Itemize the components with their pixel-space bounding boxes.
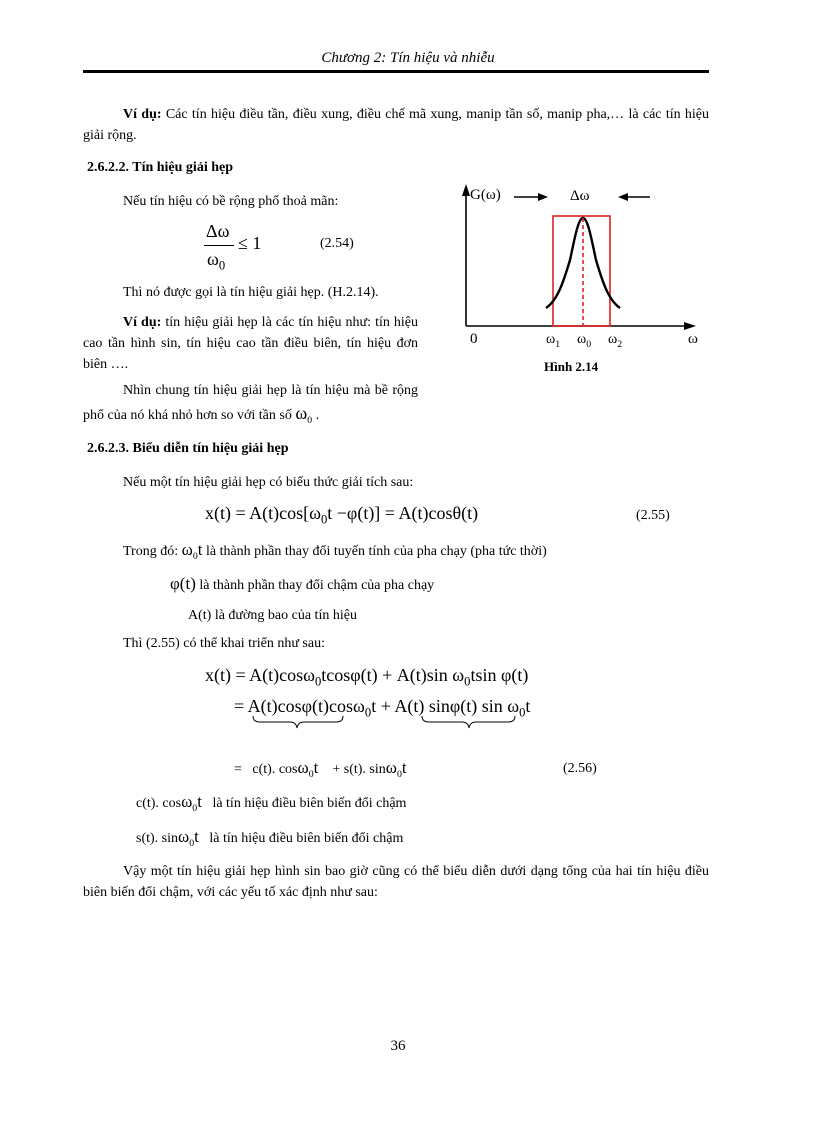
figure-w1-label: $\omega_1$ xyxy=(546,332,561,350)
figure-caption: Hình 2.14 xyxy=(544,359,599,374)
narrowband-definition: Thì nó được gọi là tín hiệu giải hẹp. (H.2.14). xyxy=(123,285,379,300)
eq-2-56-tag: (2.56) xyxy=(563,761,597,776)
bandwidth-rectangle xyxy=(553,216,610,326)
eq-2-54-relation: ≤ 1 xyxy=(238,233,262,253)
heading-narrowband-representation: 2.6.2.3. Biểu diễn tín hiệu giải hẹp xyxy=(87,441,289,456)
eq-2-55: $x(t) = A(t)\cos[\omega_0t -\varphi(t)] = A(t)\cos\theta(t)$ xyxy=(205,503,479,527)
expansion-intro: Thì (2.55) có thể khai triển như sau: xyxy=(123,636,325,651)
delta-left-arrowhead xyxy=(538,193,548,201)
ct-definition: c(t). cosω$_0$t là tín hiệu điều biên biến đổi chậm xyxy=(136,792,407,814)
eq-2-54-tag: (2.54) xyxy=(320,236,354,251)
figure-w2-label: $\omega_2$ xyxy=(608,332,623,350)
header-rule xyxy=(83,70,709,73)
eq-2-54-numerator: Δω xyxy=(206,221,230,241)
eq-2-56-line-1: x(t) = A(t)cosω$_0$tcosφ(t) + A(t)sin $\omega_0tsin$ φ(t) xyxy=(205,665,529,689)
eq-2-56-line-3: = c(t). cosω$_0$t + s(t). sinω$_0$t xyxy=(234,758,407,780)
figure-w0-label: $\omega_0$ xyxy=(577,332,592,350)
analytic-expression-intro: Nếu một tín hiệu giải hẹp có biểu thức giải tích sau: xyxy=(123,475,414,490)
figure-x-label: ω xyxy=(688,331,698,347)
page-header: Chương 2: Tín hiệu và nhiễu xyxy=(321,50,495,66)
narrowband-summary: Nhìn chung tín hiệu giải hẹp là tín hiệu mà bề rộng phổ của nó khá nhỏ hơn so với tần số $\omega_0$ . xyxy=(83,383,418,426)
figure-y-label: G(ω) xyxy=(470,187,501,203)
figure-delta-label: Δω xyxy=(570,188,590,204)
example-narrowband: Ví dụ: tín hiệu giải hẹp là các tín hiệu như: tín hiệu cao tần hình sin, tín hiệu cao tần điều biên, tín hiệu đơn biên …. xyxy=(83,315,419,372)
eq-2-54-denominator: $\omega_0$ xyxy=(207,249,226,273)
figure-origin-label: 0 xyxy=(470,331,478,347)
where-envelope: A(t) là đường bao của tín hiệu xyxy=(188,608,357,623)
y-axis-arrow xyxy=(462,184,470,196)
st-definition: s(t). sinω$_0$t là tín hiệu điều biên biến đổi chậm xyxy=(136,827,404,849)
figure-2-14 xyxy=(440,180,720,380)
heading-narrowband: 2.6.2.2. Tín hiệu giải hẹp xyxy=(87,160,234,175)
eq-2-56-line-2: = A(t)cosφ(t)cosω$_0$t + A(t) sinφ(t) $\sin \omega_0t$ xyxy=(234,696,531,720)
x-axis-arrow xyxy=(684,322,696,330)
underbraces xyxy=(240,714,530,730)
underbrace-sin xyxy=(422,716,515,728)
where-phase-linear: Trong đó: $\omega_0t$ là thành phần thay đổi tuyến tính của pha chạy (pha tức thời) xyxy=(123,540,547,562)
page-number: 36 xyxy=(390,1038,406,1054)
conclusion-paragraph: Vậy một tín hiệu giải hẹp hình sin bao giờ cũng có thể biểu diễn dưới dạng tổng của hai tín hiệu điều biên biến đổi chậm, với các yếu tố xác định như sau: xyxy=(83,864,709,900)
where-phase-slow: φ(t) là thành phần thay đổi chậm của pha chạy xyxy=(170,574,435,593)
eq-2-54-fraction-line xyxy=(204,245,234,246)
narrowband-condition-text: Nếu tín hiệu có bề rộng phổ thoả mãn: xyxy=(123,194,339,209)
underbrace-cos xyxy=(253,716,343,728)
example-wideband: Ví dụ: Các tín hiệu điều tần, điều xung, điều chế mã xung, manip tần số, manip pha,… là các tín hiệu giải rộng. xyxy=(83,107,710,143)
delta-right-arrowhead xyxy=(618,193,628,201)
eq-2-55-tag: (2.55) xyxy=(636,508,670,523)
